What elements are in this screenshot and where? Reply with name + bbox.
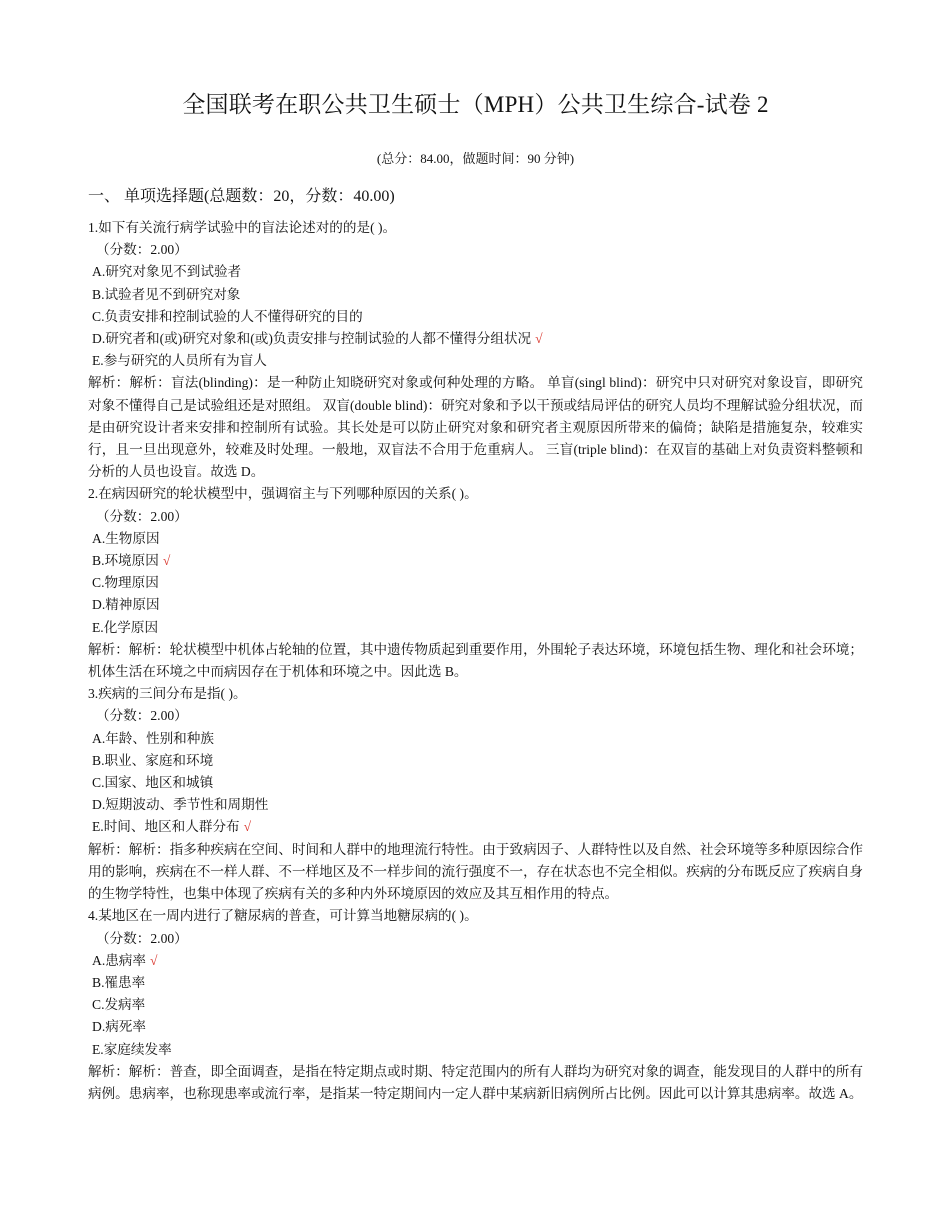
option-item (88, 350, 863, 372)
option-text: C.国家、地区和城镇 (92, 775, 214, 791)
correct-check-icon: √ (535, 331, 543, 347)
option-item (88, 816, 863, 838)
option-text: A.研究对象见不到试验者 (92, 264, 242, 280)
option-item (88, 617, 863, 639)
option-item (88, 594, 863, 616)
option-text: D.病死率 (92, 1019, 146, 1035)
option-text: D.研究者和(或)研究对象和(或)负责安排与控制试验的人都不懂得分组状况 (92, 331, 532, 347)
option-item (88, 284, 863, 306)
option-item (88, 994, 863, 1016)
question-score: （分数：2.00） (96, 508, 188, 524)
option-item (88, 972, 863, 994)
exam-meta: (总分：84.00，做题时间：90 分钟) (376, 151, 575, 166)
question-block (88, 217, 863, 483)
option-text: C.物理原因 (92, 575, 159, 591)
option-item (88, 328, 863, 350)
question-score: （分数：2.00） (96, 708, 188, 724)
question-stem: 2.在病因研究的轮状模型中，强调宿主与下列哪种原因的关系( )。 (88, 486, 478, 502)
option-item (88, 750, 863, 772)
option-text: E.家庭续发率 (92, 1041, 172, 1057)
option-item (88, 950, 863, 972)
option-text: A.年龄、性别和种族 (92, 730, 214, 746)
option-item (88, 794, 863, 816)
option-text: A.患病率 (92, 952, 146, 968)
question-analysis: 解析：解析：指多种疾病在空间、时间和人群中的地理流行特性。由于致病因子、人群特性以及自然、社会环境等多种原因综合作用的影响，疾病在不一样人群、不一样地区及不一样步间的流行强度不一，存在状态也不完全相似。疾病的分布既反应了疾病自身的生物学特性，也集中体现了疾病有关的多种内外环境原因的效应及其互相作用的特点。 (88, 841, 863, 902)
question-score: （分数：2.00） (96, 242, 188, 258)
option-text: B.环境原因 (92, 553, 159, 569)
question-score: （分数：2.00） (96, 930, 188, 946)
option-item (88, 572, 863, 594)
option-text: C.发病率 (92, 997, 146, 1013)
option-item (88, 306, 863, 328)
option-text: C.负责安排和控制试验的人不懂得研究的目的 (92, 308, 363, 324)
correct-check-icon: √ (243, 819, 252, 835)
option-item (88, 728, 863, 750)
option-text: D.短期波动、季节性和周期性 (92, 797, 269, 813)
correct-check-icon: √ (162, 553, 171, 569)
option-text: E.参与研究的人员所有为盲人 (92, 353, 267, 369)
option-item (88, 261, 863, 283)
question-analysis: 解析：解析：普查，即全面调查，是指在特定期点或时期、特定范围内的所有人群均为研究对象的调查，能发现目的人群中的所有病例。患病率，也称现患率或流行率，是指某一特定期间内一定人群中某病新旧病例所占比例。因此可以计算其患病率。故选 A。 (88, 1063, 863, 1101)
option-text: B.罹患率 (92, 974, 146, 990)
option-text: B.试验者见不到研究对象 (92, 286, 241, 302)
question-block (88, 905, 863, 1105)
question-list (88, 217, 863, 1105)
option-text: E.时间、地区和人群分布 (92, 819, 240, 835)
option-item (88, 1016, 863, 1038)
question-stem: 3.疾病的三间分布是指( )。 (88, 686, 247, 702)
option-item (88, 550, 863, 572)
section-heading: 一、 单项选择题(总题数：20，分数：40.00) (88, 188, 395, 205)
option-text: E.化学原因 (92, 619, 159, 635)
question-block (88, 483, 863, 683)
question-analysis: 解析：解析：轮状模型中机体占轮轴的位置，其中遗传物质起到重要作用，外围轮子表达环境，环境包括生物、理化和社会环境；机体生活在环境之中而病因存在于机体和环境之中。因此选 B。 (88, 641, 863, 680)
question-stem: 4.某地区在一周内进行了糖尿病的普查，可计算当地糖尿病的( )。 (88, 908, 478, 924)
question-block (88, 683, 863, 905)
option-item (88, 772, 863, 794)
option-item (88, 1039, 863, 1061)
correct-check-icon: √ (150, 952, 158, 968)
option-text: D.精神原因 (92, 597, 160, 613)
page-title: 全国联考在职公共卫生硕士（MPH）公共卫生综合-试卷 2 (182, 92, 769, 117)
exam-document (88, 86, 863, 1105)
option-text: B.职业、家庭和环境 (92, 752, 214, 768)
option-text: A.生物原因 (92, 530, 160, 546)
question-stem: 1.如下有关流行病学试验中的盲法论述对的的是( )。 (88, 220, 397, 235)
option-item (88, 528, 863, 550)
question-analysis: 解析：解析：盲法(blinding)：是一种防止知晓研究对象或何种处理的方略。 单盲(singl blind)：研究中只对研究对象设盲，即研究对象不懂得自己是试验组还是对照组。 双盲(double blind)：研究对象和予以干预或结局评估的研究人员均不理解试验分组状况，而是由研究设计者来安排和控制所有试验。其长处是可以防止研究对象和研究者主观原因所带来的偏倚；缺陷是措施复杂，较难实行，且一旦出现意外，较难及时处理。一般地，双盲法不合用于危重病人。 三盲(triple blind)：在双盲的基础上对负责资料整顿和分析的人员也设盲。故选 D。 (88, 375, 863, 480)
